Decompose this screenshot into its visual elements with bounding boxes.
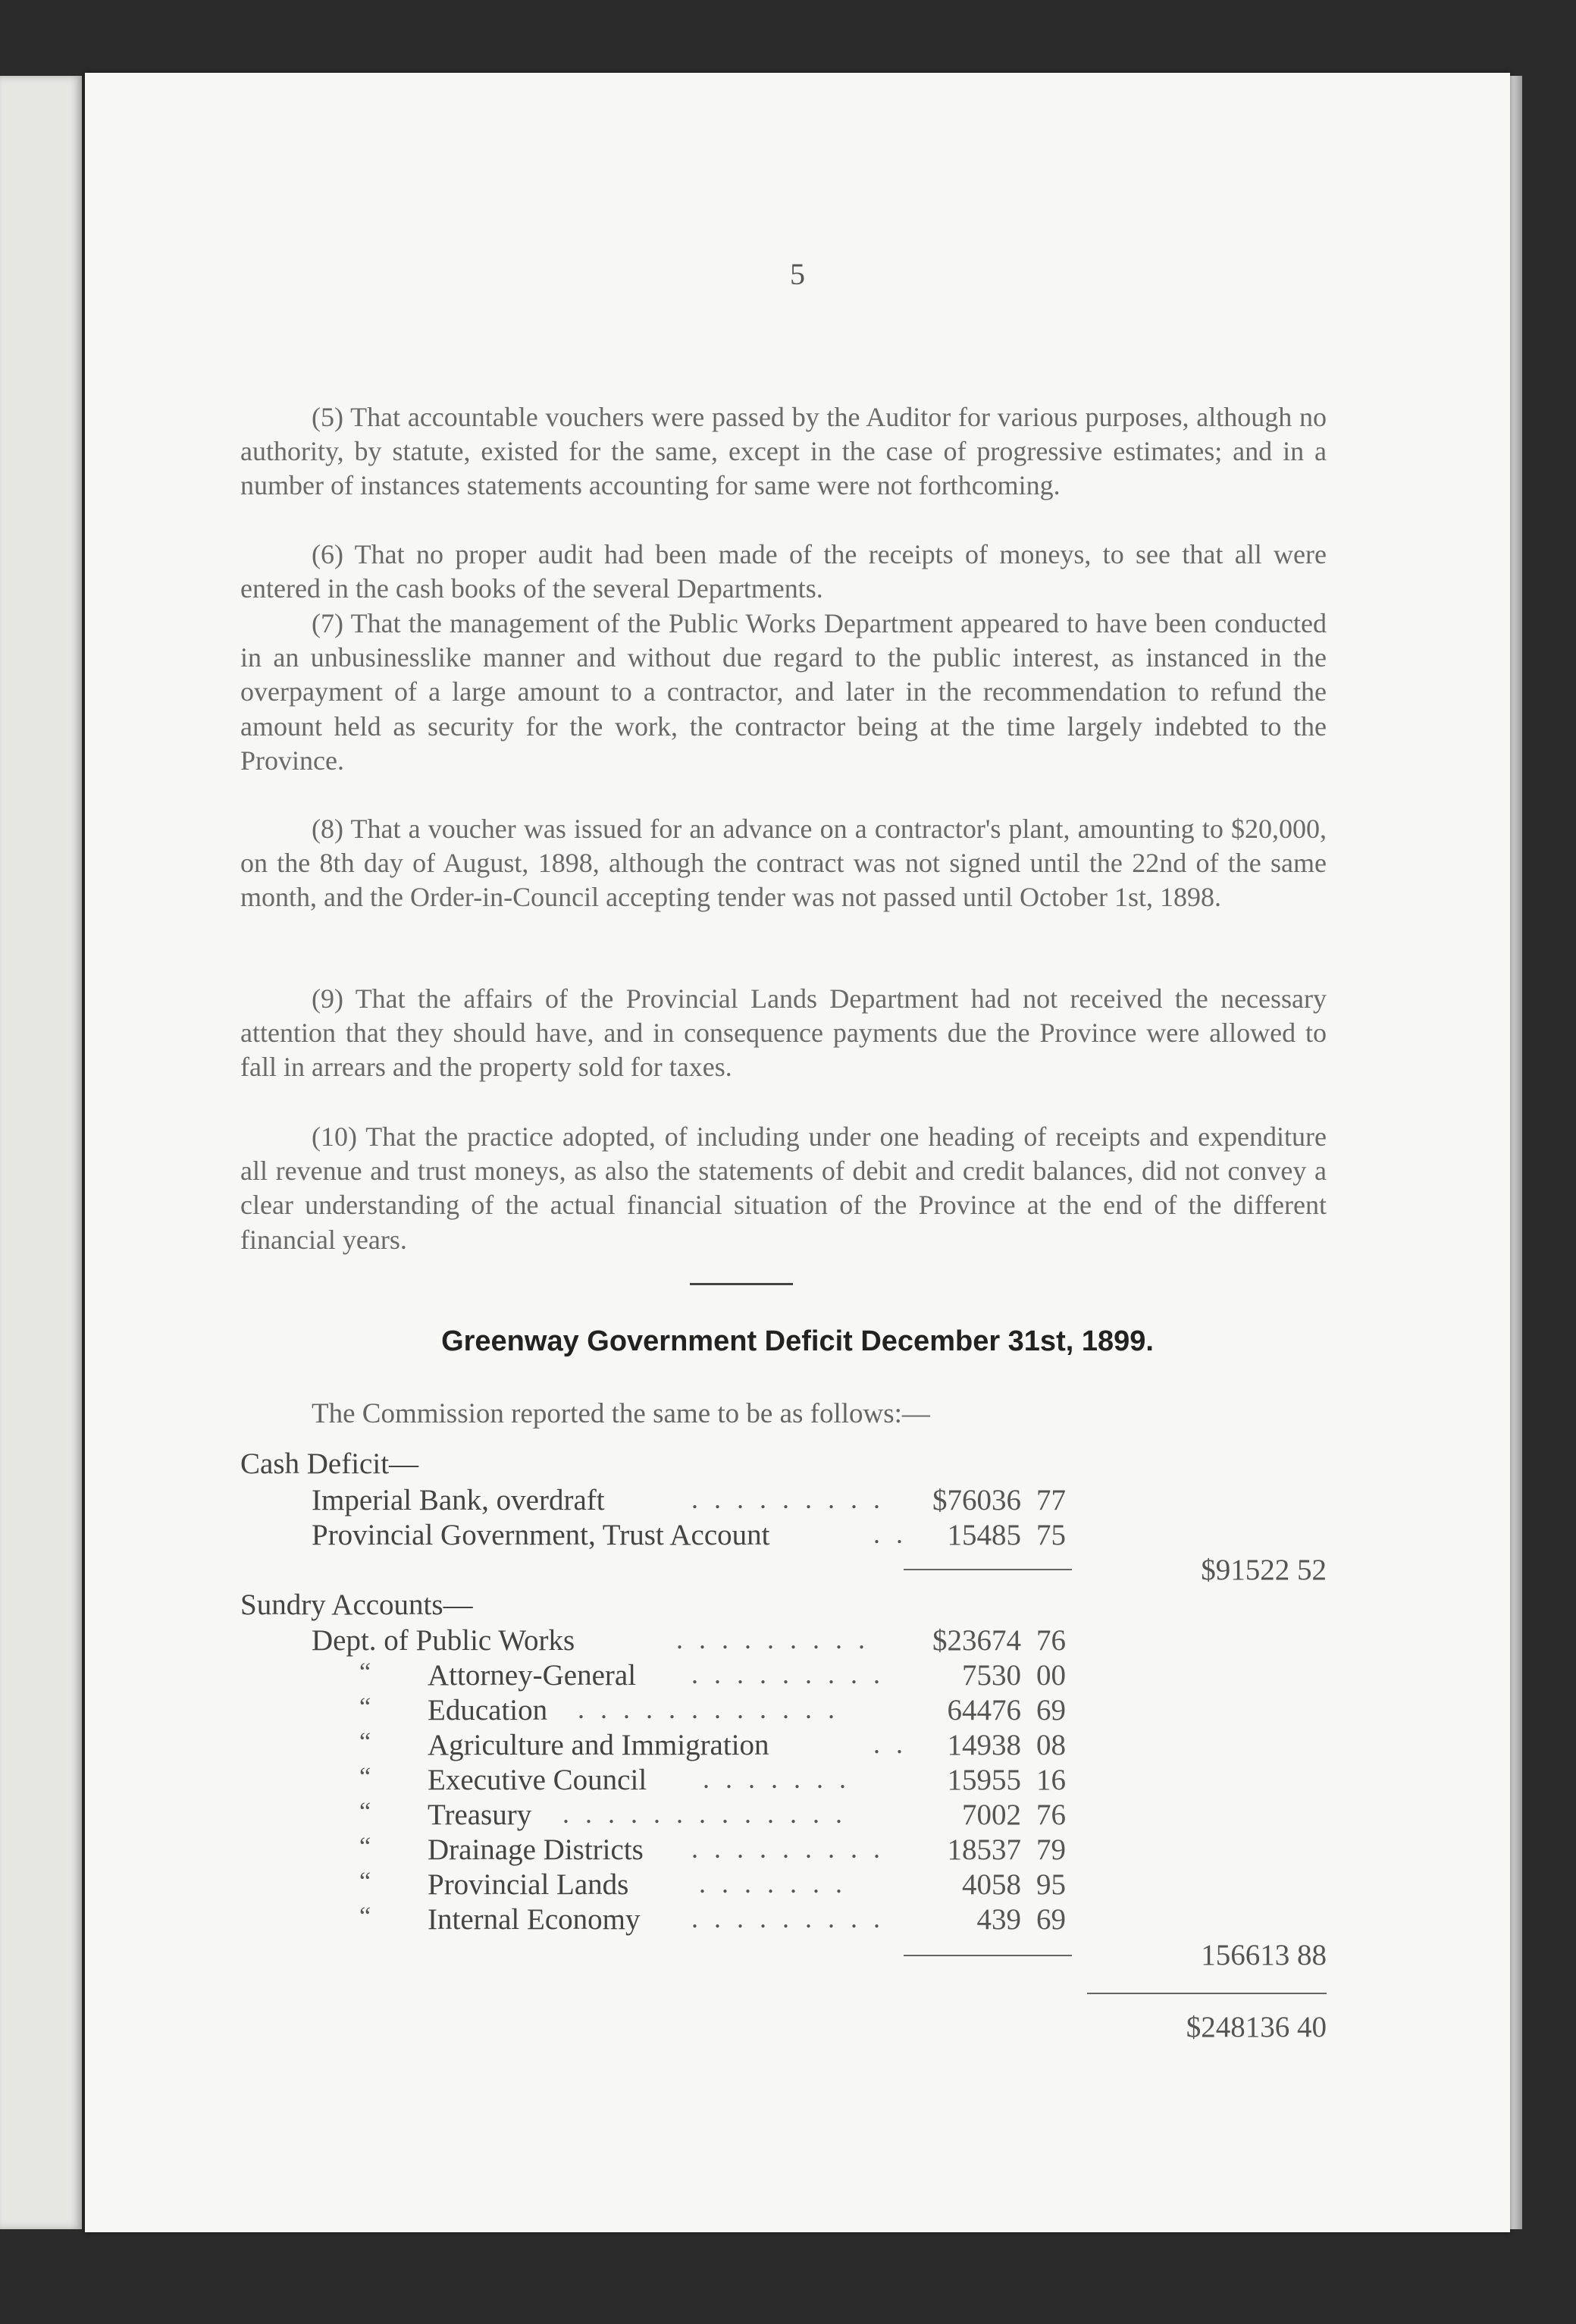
account-amount: 14938	[947, 1729, 1021, 1761]
leader-dots: . .	[873, 1729, 907, 1759]
account-name: Internal Economy	[428, 1903, 641, 1936]
adjacent-page-edge	[0, 76, 82, 2229]
sundry-accounts-total: 156613 88	[1201, 1939, 1327, 1971]
cash-deficit-label: Cash Deficit—	[240, 1447, 419, 1480]
account-cents: 76	[1036, 1624, 1066, 1657]
finding-paragraph-8: (8) That a voucher was issued for an advance on a contractor's plant, amounting to $20,000, on the 8th day of August, 1898, although the contract was not signed until the 22nd of the same month, and the Order-in-Council accepting tender was not passed until October 1st, 1898.	[240, 814, 1327, 913]
ditto-mark: “	[359, 1902, 371, 1930]
finding-paragraph-5: (5) That accountable vouchers were passed by the Auditor for various purposes, although no authority, by statute, existed for the same, except in the case of progressive estimates; and in a number of instances statements accounting for same were not forthcoming.	[240, 402, 1327, 501]
leader-dots: . . . . . . . . .	[691, 1833, 885, 1864]
leader-dots: . . . . . . .	[699, 1868, 847, 1899]
account-amount: 4058	[962, 1868, 1021, 1901]
account-name: Drainage Districts	[428, 1833, 644, 1866]
ditto-mark: “	[359, 1658, 371, 1686]
leader-dots: . . . . . . . . .	[691, 1484, 885, 1514]
account-name: Dept. of Public Works	[312, 1624, 575, 1657]
sundry-accounts-label: Sundry Accounts—	[240, 1589, 473, 1621]
cash-deficit-total: $91522 52	[1201, 1554, 1327, 1586]
section-divider	[690, 1283, 793, 1285]
account-amount: 15485	[947, 1519, 1021, 1551]
subtotal-rule	[904, 1955, 1072, 1956]
account-amount: $23674	[932, 1624, 1021, 1657]
account-cents: 79	[1036, 1833, 1066, 1866]
leader-dots: . . . . . . . . .	[676, 1624, 869, 1654]
account-cents: 75	[1036, 1519, 1066, 1551]
account-amount: 439	[976, 1903, 1021, 1936]
grand-total: $248136 40	[1186, 2011, 1327, 2043]
account-name: Provincial Government, Trust Account	[312, 1519, 770, 1551]
account-amount: 15955	[947, 1764, 1021, 1796]
account-cents: 16	[1036, 1764, 1066, 1796]
document-page	[85, 73, 1510, 2232]
subtotal-rule	[904, 1569, 1072, 1570]
finding-paragraph-10: (10) That the practice adopted, of including under one heading of receipts and expenditure all revenue and trust moneys, as also the statements of debit and credit balances, did not convey a clear understanding of the actual financial situation of the Province at the end of the different financial years.	[240, 1121, 1327, 1255]
account-cents: 76	[1036, 1799, 1066, 1831]
ditto-mark: “	[359, 1693, 371, 1721]
account-cents: 69	[1036, 1694, 1066, 1727]
account-amount: 64476	[947, 1694, 1021, 1727]
account-name: Executive Council	[428, 1764, 647, 1796]
finding-paragraph-6: (6) That no proper audit had been made of the receipts of moneys, to see that all were entered in the cash books of the several Departments.	[240, 539, 1327, 604]
account-cents: 69	[1036, 1903, 1066, 1936]
account-name: Agriculture and Immigration	[428, 1729, 769, 1761]
leader-dots: . .	[873, 1519, 907, 1549]
ditto-mark: “	[359, 1868, 371, 1896]
account-amount: 18537	[947, 1833, 1021, 1866]
leader-dots: . . . . . . . . . . . . .	[562, 1799, 847, 1829]
deficit-intro: The Commission reported the same to be as follows:—	[312, 1398, 930, 1429]
ditto-mark: “	[359, 1763, 371, 1791]
account-cents: 77	[1036, 1484, 1066, 1516]
ditto-mark: “	[359, 1798, 371, 1826]
deficit-heading: Greenway Government Deficit December 31st, 1899.	[441, 1325, 1154, 1357]
account-amount: 7002	[962, 1799, 1021, 1831]
account-name: Provincial Lands	[428, 1868, 629, 1901]
leader-dots: . . . . . . .	[703, 1764, 851, 1794]
account-cents: 95	[1036, 1868, 1066, 1901]
account-cents: 08	[1036, 1729, 1066, 1761]
account-name: Attorney-General	[428, 1659, 637, 1692]
finding-paragraph-9: (9) That the affairs of the Provincial Lands Department had not received the necessary attention that they should have, and in consequence payments due the Province were allowed to fall in arrears and the property sold for taxes.	[240, 983, 1327, 1083]
account-name: Education	[428, 1694, 548, 1727]
finding-paragraph-7: (7) That the management of the Public Works Department appeared to have been conducted in an unbusinesslike manner and without due regard to the public interest, as instanced in the overpayment of a large amount to a contractor, and later in the recommendation to refund the amount held as security for the work, the contractor being at the time largely indebted to the Province.	[240, 608, 1327, 776]
ditto-mark: “	[359, 1728, 371, 1756]
ditto-mark: “	[359, 1833, 371, 1861]
account-amount: 7530	[962, 1659, 1021, 1692]
account-name: Imperial Bank, overdraft	[312, 1484, 605, 1516]
account-amount: $76036	[932, 1484, 1021, 1516]
account-cents: 00	[1036, 1659, 1066, 1692]
leader-dots: . . . . . . . . . . . .	[578, 1694, 839, 1724]
account-name: Treasury	[428, 1799, 532, 1831]
page-number: 5	[790, 257, 805, 291]
leader-dots: . . . . . . . . .	[691, 1903, 885, 1934]
page-fore-edge	[1510, 76, 1522, 2229]
leader-dots: . . . . . . . . .	[691, 1659, 885, 1689]
total-rule	[1087, 1993, 1327, 1994]
